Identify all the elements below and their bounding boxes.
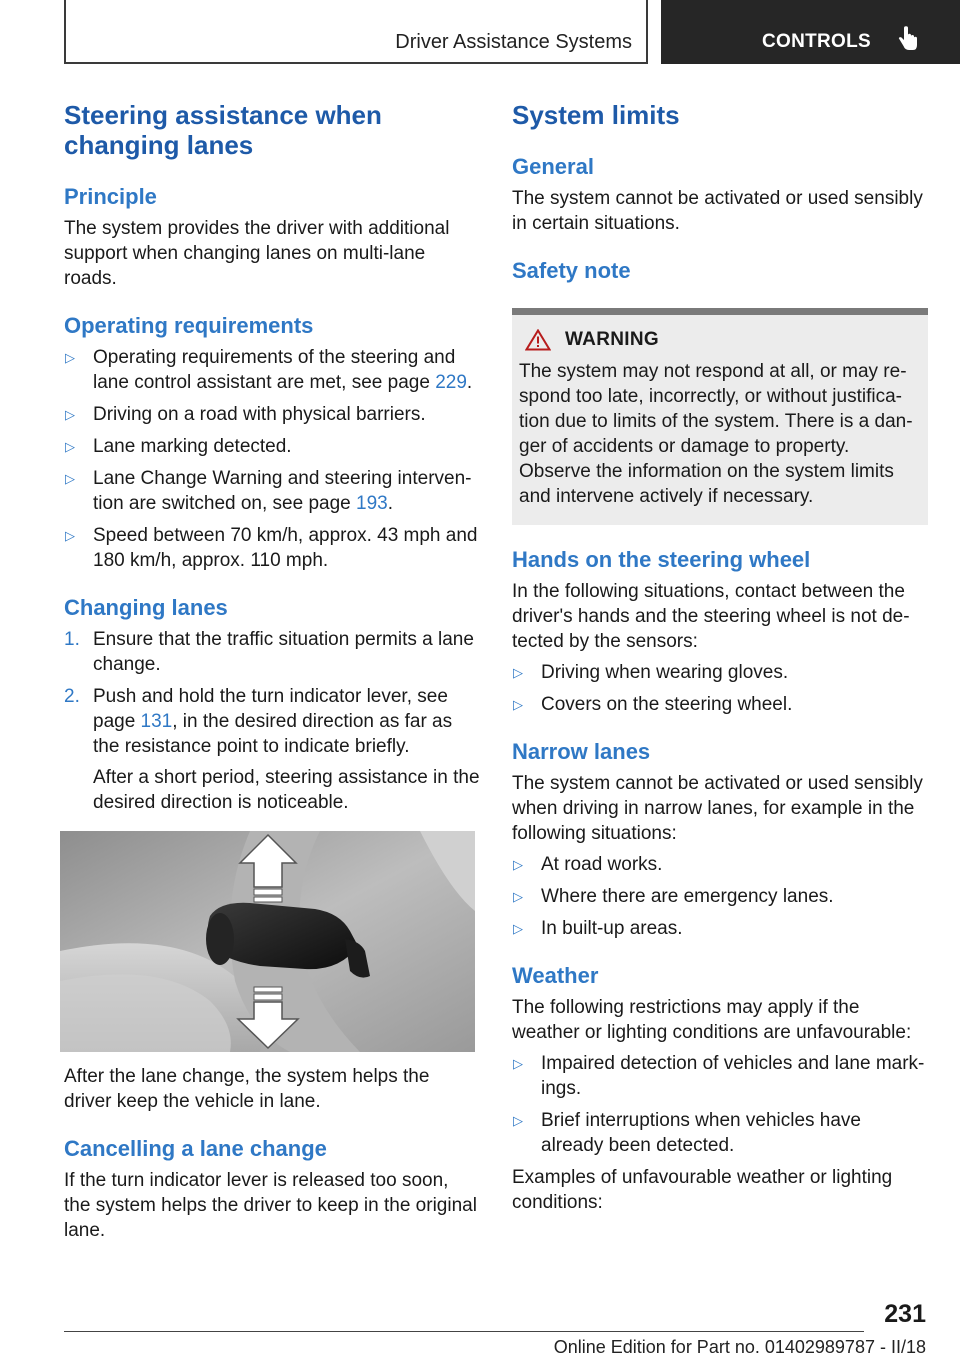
list-item: ▷ Lane Change Warning and steering interven-tion are switched on, see page 193. bbox=[65, 468, 472, 514]
list-item: ▷ Speed between 70 km/h, approx. 43 mph and 180 km/h, approx. 110 mph. bbox=[65, 525, 478, 571]
warning-text: The system may not respond at all, or may re-spond too late, incorrectly, or without justifica-tion due to limits of the system. There is a dan-ger of accidents or damage to property. Observe the information on the system limits and intervene actively if necessary. bbox=[519, 361, 913, 507]
step-continuation: After a short period, steering assistance in the desired direction is noticeable. bbox=[93, 767, 480, 813]
footer-divider bbox=[64, 1331, 864, 1332]
left-column bbox=[64, 100, 480, 1243]
after-change-text: After the lane change, the system helps the driver keep the vehicle in lane. bbox=[64, 1066, 430, 1112]
warning-triangle-icon bbox=[525, 329, 551, 351]
warning-box bbox=[512, 308, 928, 525]
section-heading: System limits bbox=[512, 100, 680, 130]
list-item: ▷ In built-up areas. bbox=[513, 918, 683, 939]
triangle-bullet-icon: ▷ bbox=[513, 665, 523, 680]
weather-text: The following restrictions may apply if the weather or lighting conditions are unfavourable: bbox=[512, 997, 912, 1043]
requirements-heading: Operating requirements bbox=[64, 313, 314, 338]
list-item: ▷ Where there are emergency lanes. bbox=[513, 886, 834, 907]
chapter-tab bbox=[661, 0, 960, 64]
general-text: The system cannot be activated or used sensibly in certain situations. bbox=[512, 188, 923, 234]
narrow-heading: Narrow lanes bbox=[512, 739, 651, 764]
step-number: 2. bbox=[64, 686, 80, 707]
page-link[interactable]: 193 bbox=[356, 493, 388, 514]
principle-text: The system provides the driver with additional support when changing lanes on multi-lane roads. bbox=[64, 218, 450, 289]
steps-list bbox=[64, 627, 480, 815]
warning-header bbox=[519, 329, 920, 351]
warning-label: WARNING bbox=[565, 329, 659, 350]
weather-heading: Weather bbox=[512, 963, 599, 988]
weather-list bbox=[512, 1051, 928, 1158]
list-item: ▷ At road works. bbox=[513, 854, 663, 875]
triangle-bullet-icon: ▷ bbox=[513, 889, 523, 904]
list-item: ▷ Brief interruptions when vehicles have already been detected. bbox=[513, 1110, 862, 1156]
list-item: ▷ Lane marking detected. bbox=[65, 436, 292, 457]
right-column bbox=[512, 100, 928, 1215]
principle-heading: Principle bbox=[64, 184, 157, 209]
weather-examples-text: Examples of unfavourable weather or lighting conditions: bbox=[512, 1167, 893, 1213]
triangle-bullet-icon: ▷ bbox=[65, 350, 75, 365]
triangle-bullet-icon: ▷ bbox=[65, 407, 75, 422]
edition-footer: Online Edition for Part no. 01402989787 - II/18 bbox=[553, 1337, 926, 1357]
triangle-bullet-icon: ▷ bbox=[65, 528, 75, 543]
hand-pointer-icon bbox=[897, 26, 919, 52]
general-heading: General bbox=[512, 154, 594, 179]
page-number: 231 bbox=[884, 1300, 926, 1328]
list-item: ▷ Driving when wearing gloves. bbox=[513, 662, 789, 683]
cancelling-text: If the turn indicator lever is released too soon, the system helps the driver to keep in the original lane. bbox=[64, 1170, 477, 1241]
list-item: ▷ Covers on the steering wheel. bbox=[513, 694, 793, 715]
triangle-bullet-icon: ▷ bbox=[513, 921, 523, 936]
list-item: ▷ Driving on a road with physical barriers. bbox=[65, 404, 426, 425]
running-header bbox=[64, 0, 648, 64]
chapter-title: CONTROLS bbox=[762, 31, 872, 52]
page-link[interactable]: 229 bbox=[435, 372, 467, 393]
lever-photo-image bbox=[60, 831, 475, 1052]
cancelling-heading: Cancelling a lane change bbox=[64, 1136, 327, 1161]
step-item: 2. Push and hold the turn indicator lever, see page 131, in the desired direction as far as the resistance point to indicate briefly. After a short period, steering assistance in the desired direction is noticeable. bbox=[64, 686, 480, 813]
triangle-bullet-icon: ▷ bbox=[513, 857, 523, 872]
step-item: 1. Ensure that the traffic situation permits a lane change. bbox=[64, 629, 474, 675]
list-item: ▷ Impaired detection of vehicles and lane mark-ings. bbox=[513, 1053, 925, 1099]
turn-indicator-illustration bbox=[60, 831, 475, 1052]
requirements-list bbox=[64, 345, 480, 573]
triangle-bullet-icon: ▷ bbox=[513, 1113, 523, 1128]
hands-text: In the following situations, contact between the driver's hands and the steering wheel is not de-tected by the sensors: bbox=[512, 581, 910, 652]
triangle-bullet-icon: ▷ bbox=[513, 697, 523, 712]
hands-heading: Hands on the steering wheel bbox=[512, 547, 811, 572]
list-item: ▷ Operating requirements of the steering and lane control assistant are met, see page 229. bbox=[65, 347, 473, 393]
narrow-text: The system cannot be activated or used sensibly when driving in narrow lanes, for example in the following situations: bbox=[512, 773, 923, 844]
narrow-list bbox=[512, 852, 928, 941]
triangle-bullet-icon: ▷ bbox=[65, 471, 75, 486]
step-number: 1. bbox=[64, 629, 80, 650]
section-title: Driver Assistance Systems bbox=[395, 31, 632, 53]
safety-heading: Safety note bbox=[512, 258, 631, 283]
section-heading: Steering assistance when changing lanes bbox=[64, 100, 382, 160]
hands-list bbox=[512, 660, 928, 717]
changing-heading: Changing lanes bbox=[64, 595, 228, 620]
triangle-bullet-icon: ▷ bbox=[65, 439, 75, 454]
triangle-bullet-icon: ▷ bbox=[513, 1056, 523, 1071]
page-link[interactable]: 131 bbox=[140, 711, 173, 732]
